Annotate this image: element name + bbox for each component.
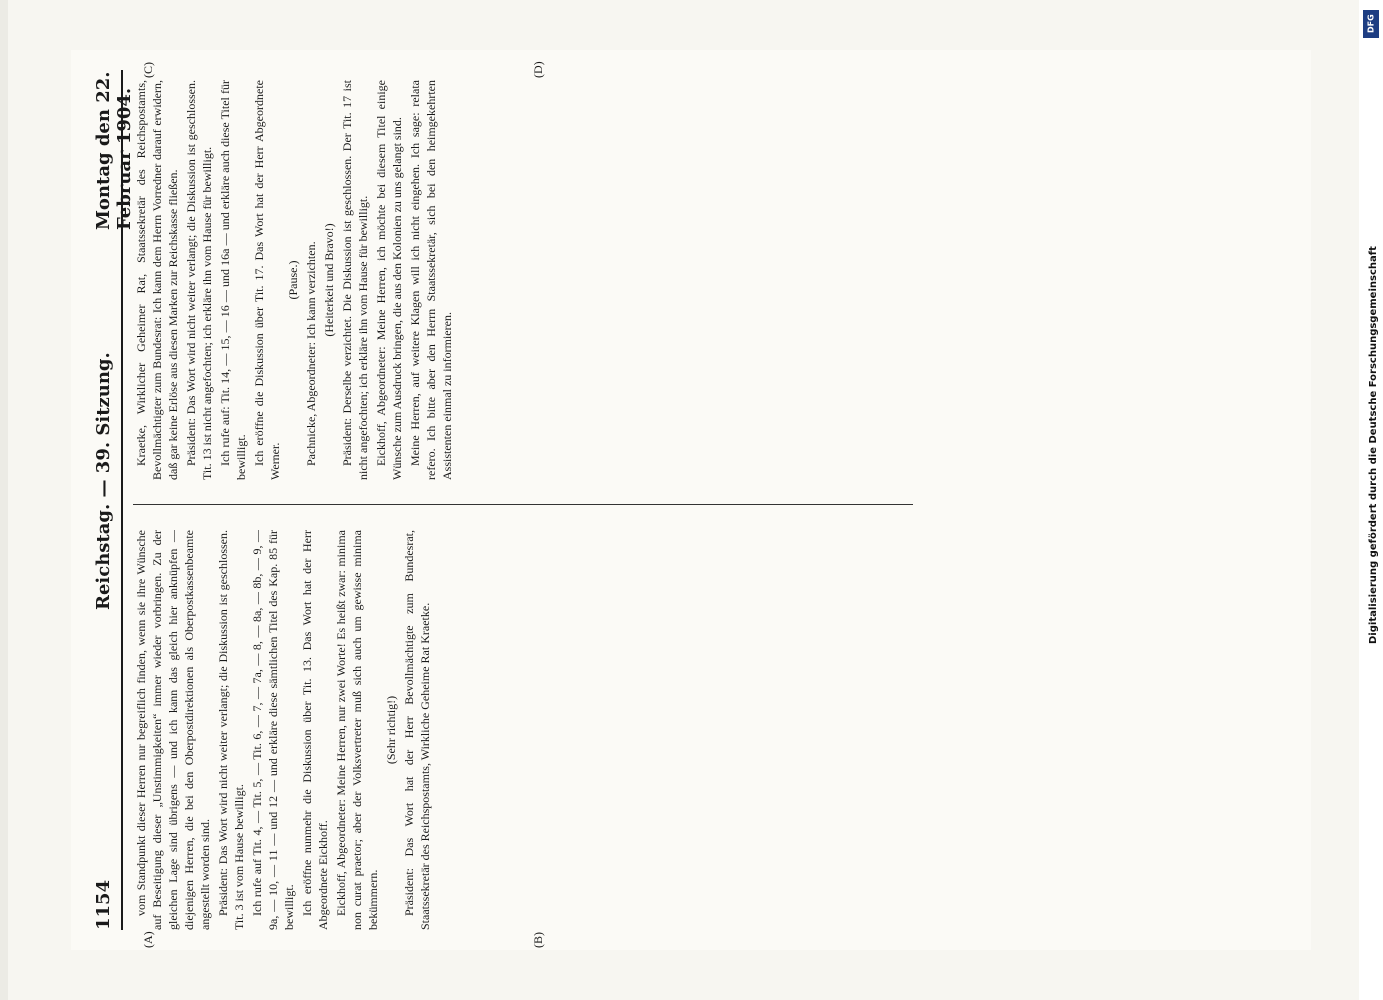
column-divider (133, 504, 913, 505)
right-paragraph: Meine Herren, auf weitere Klagen will ich nicht eingehen. Ich sage: relata refero. Ich bitte aber den Herrn Staatssekretär, sich bei den heimgekehrten Assistenten einmal zu informieren. (408, 80, 454, 480)
right-paragraph: Ich eröffne die Diskussion über Tit. 17. Das Wort hat der Herr Abgeordnete Werner. (252, 80, 282, 480)
page-fold-shadow (0, 0, 8, 1000)
session-title: Reichstag. — 39. Sitzung. (93, 352, 114, 610)
right-paragraph: Präsident: Das Wort wird nicht weiter verlangt; die Diskussion ist geschlossen. Tit. 13 ist nicht angefochten; ich erkläre ihn vom Hause für bewilligt. (184, 80, 214, 480)
left-paragraph: Präsident: Das Wort wird nicht weiter verlangt; die Diskussion ist geschlossen. Tit. 3 ist vom Hause bewilligt. (216, 530, 246, 930)
page-number: 1154 (93, 879, 114, 930)
right-paragraph: Eickhoff, Abgeordneter: Meine Herren, ich möchte bei diesem Titel einige Wünsche zum Ausdruck bringen, die aus den Kolonien zu uns gelangt sind. (374, 80, 404, 480)
left-column (133, 530, 913, 930)
right-paragraph: (Pause.) (286, 260, 300, 300)
dfg-logo: DFG (1363, 10, 1379, 38)
margin-mark-b: (B) (531, 932, 545, 948)
right-paragraph: (Heiterkeit und Bravo!) (322, 223, 336, 337)
rotated-page (71, 50, 1311, 950)
left-paragraph: Eickhoff, Abgeordneter: Meine Herren, nur zwei Worte! Es heißt zwar: minima non curat praetor; aber der Volksvertreter muß sich auch um gewisse minima bekümmern. (334, 530, 380, 930)
left-paragraph: Ich eröffne nunmehr die Diskussion über Tit. 13. Das Wort hat der Herr Abgeordnete Eickhoff. (300, 530, 330, 930)
left-paragraph: (Sehr richtig!) (384, 695, 398, 765)
margin-mark-c: (C) (141, 62, 155, 78)
left-paragraph: vom Standpunkt dieser Herren nur begreiflich finden, wenn sie ihre Wünsche auf Beseitigung dieser „Unstimmigkeiten“ immer wieder vorbringen. Zu der gleichen Lage sind übrigens — und ich kann das gleich hier anknüpfen — diejenigen Herren, die bei den Oberpostdirektionen als Oberpostkassenbeamte angestellt worden sind. (134, 530, 212, 930)
right-paragraph: Kraetke, Wirklicher Geheimer Rat, Staatssekretär des Reichspostamts, Bevollmächtigter zum Bundesrat: Ich kann dem Herrn Vorredner darauf erwidern, daß gar keine Erlöse aus diesen Marken zur Reichskasse fließen. (134, 80, 180, 480)
margin-mark-d: (D) (531, 61, 545, 78)
right-column (133, 80, 913, 480)
digitization-credit: Digitalisierung gefördert durch die Deutsche Forschungsgemeinschaft (1368, 246, 1379, 644)
credit-strip (1359, 0, 1383, 1000)
margin-mark-a: (A) (141, 931, 155, 948)
right-paragraph: Pachnicke, Abgeordneter: Ich kann verzichten. (304, 241, 318, 466)
left-paragraph: Präsident: Das Wort hat der Herr Bevollmächtigte zum Bundesrat, Staatssekretär des Reichspostamts, Wirkliche Geheime Rat Kraetke. (402, 530, 432, 930)
left-paragraph: Ich rufe auf Tit. 4, — Tit. 5, — Tit. 6, — 7, — 7a, — 8, — 8a, — 8b, — 9, — 9a, — 10, — 11 — und 12 — und erkläre diese sämtlichen Titel des Kap. 85 für bewilligt. (250, 530, 296, 930)
right-paragraph: Präsident: Derselbe verzichtet. Die Diskussion ist geschlossen. Der Tit. 17 ist nicht angefochten; ich erkläre ihn vom Hause für bewilligt. (340, 80, 370, 480)
right-paragraph: Ich rufe auf: Tit. 14, — 15, — 16 — und 16a — und erkläre auch diese Titel für bewilligt. (218, 80, 248, 480)
page-header (89, 70, 135, 930)
session-date: Montag den 22. Februar 1904. (93, 71, 135, 230)
